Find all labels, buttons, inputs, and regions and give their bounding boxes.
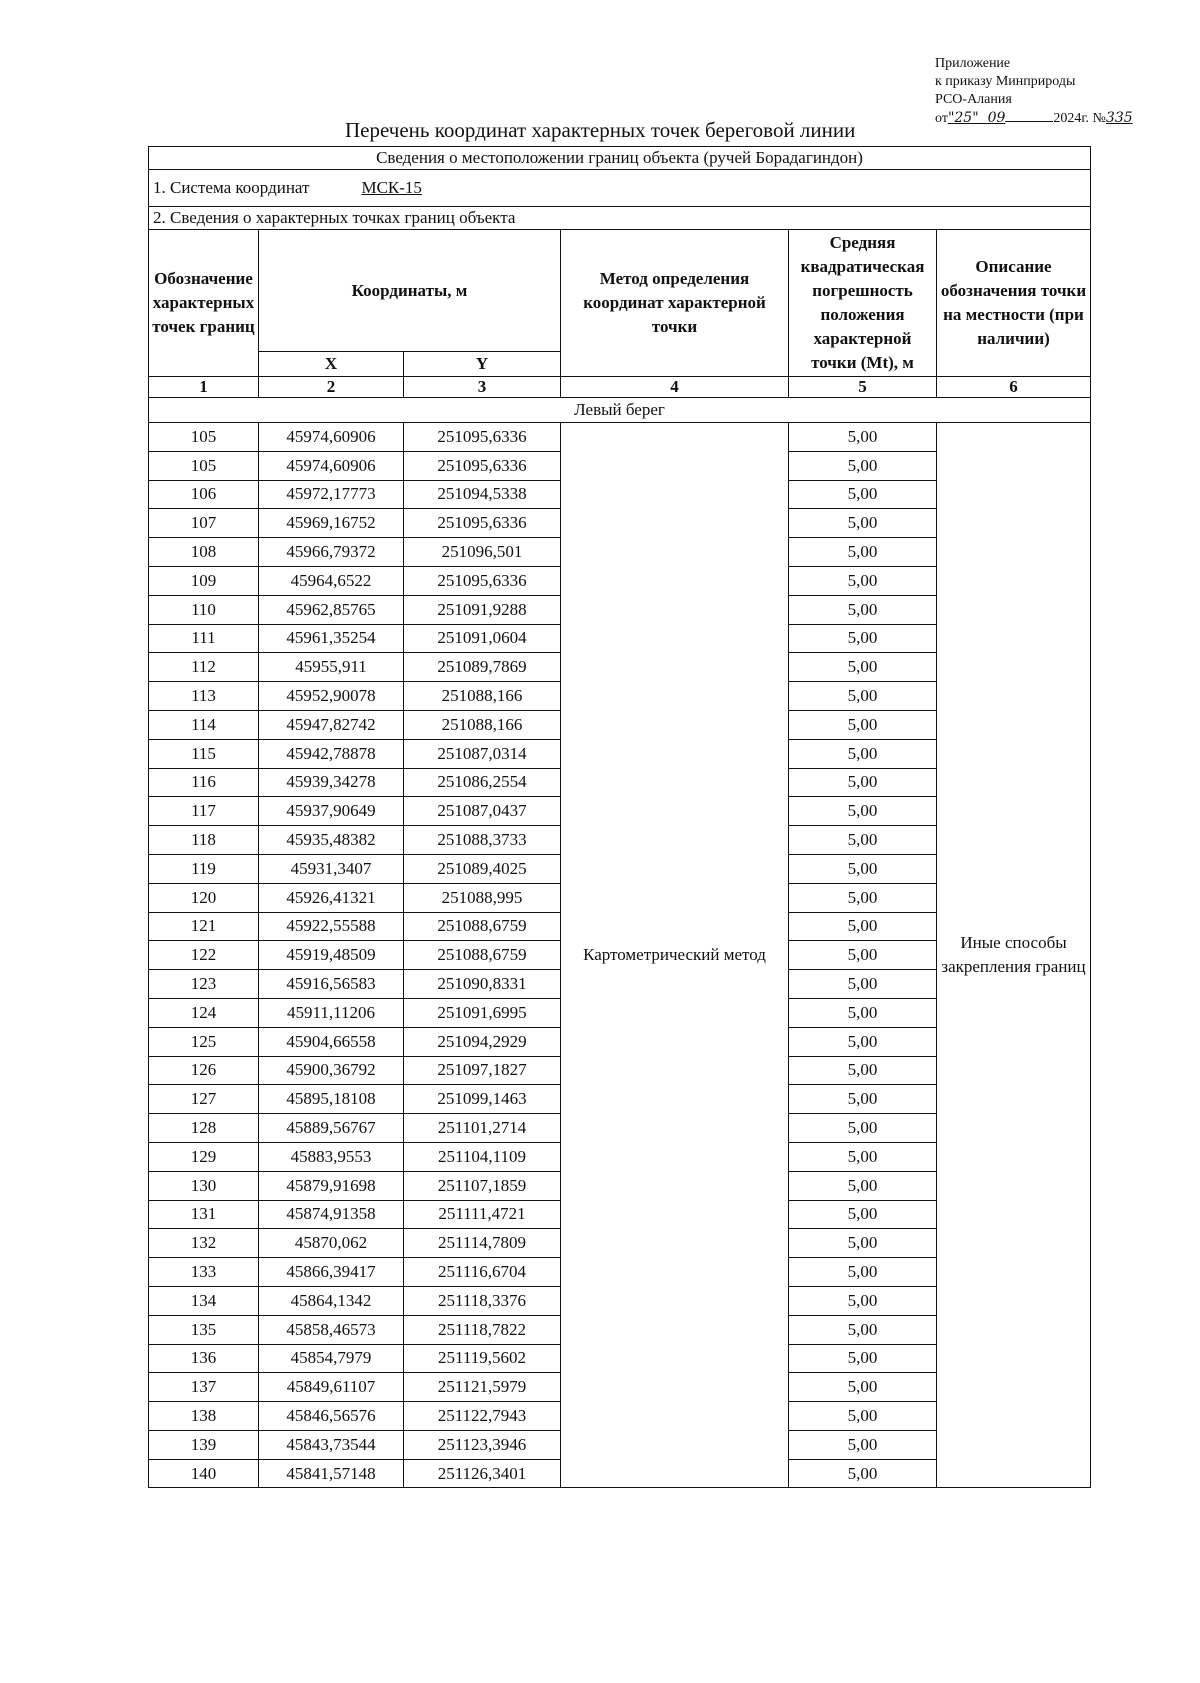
error-value: 5,00 bbox=[789, 739, 937, 768]
coord-y: 251126,3401 bbox=[404, 1459, 561, 1488]
coord-x: 45972,17773 bbox=[259, 480, 404, 509]
error-value: 5,00 bbox=[789, 1258, 937, 1287]
coord-x: 45846,56576 bbox=[259, 1402, 404, 1431]
coord-y: 251087,0314 bbox=[404, 739, 561, 768]
appendix-line-2: к приказу Минприроды bbox=[935, 74, 1076, 89]
coord-y: 251094,2929 bbox=[404, 1027, 561, 1056]
error-value: 5,00 bbox=[789, 509, 937, 538]
error-value: 5,00 bbox=[789, 854, 937, 883]
coord-y: 251119,5602 bbox=[404, 1344, 561, 1373]
coord-y: 251091,9288 bbox=[404, 595, 561, 624]
coord-x: 45947,82742 bbox=[259, 710, 404, 739]
coord-x: 45854,7979 bbox=[259, 1344, 404, 1373]
point-number: 105 bbox=[149, 423, 259, 452]
error-value: 5,00 bbox=[789, 1459, 937, 1488]
bank-label: Левый берег bbox=[149, 398, 1091, 423]
point-number: 137 bbox=[149, 1373, 259, 1402]
coord-y: 251088,166 bbox=[404, 710, 561, 739]
point-number: 107 bbox=[149, 509, 259, 538]
appendix-date-line bbox=[935, 109, 1133, 128]
error-value: 5,00 bbox=[789, 1085, 937, 1114]
coord-x: 45858,46573 bbox=[259, 1315, 404, 1344]
error-value: 5,00 bbox=[789, 710, 937, 739]
coord-x: 45964,6522 bbox=[259, 566, 404, 595]
coord-y: 251111,4721 bbox=[404, 1200, 561, 1229]
coord-x: 45911,11206 bbox=[259, 998, 404, 1027]
coord-y: 251088,995 bbox=[404, 883, 561, 912]
coord-x: 45937,90649 bbox=[259, 797, 404, 826]
error-value: 5,00 bbox=[789, 1114, 937, 1143]
coord-x: 45919,48509 bbox=[259, 941, 404, 970]
coord-x: 45895,18108 bbox=[259, 1085, 404, 1114]
error-value: 5,00 bbox=[789, 797, 937, 826]
coord-x: 45883,9553 bbox=[259, 1142, 404, 1171]
point-number: 121 bbox=[149, 912, 259, 941]
point-number: 129 bbox=[149, 1142, 259, 1171]
coord-y: 251095,6336 bbox=[404, 566, 561, 595]
error-value: 5,00 bbox=[789, 1430, 937, 1459]
point-number: 126 bbox=[149, 1056, 259, 1085]
coord-system-row bbox=[149, 170, 1091, 207]
coord-y: 251091,6995 bbox=[404, 998, 561, 1027]
coord-x: 45974,60906 bbox=[259, 423, 404, 452]
coord-x: 45969,16752 bbox=[259, 509, 404, 538]
coord-x: 45866,39417 bbox=[259, 1258, 404, 1287]
col-desc-header: Описание обозначения точки на местности (при наличии) bbox=[937, 230, 1091, 377]
point-number: 138 bbox=[149, 1402, 259, 1431]
coord-x: 45961,35254 bbox=[259, 624, 404, 653]
coord-y: 251114,7809 bbox=[404, 1229, 561, 1258]
coord-x: 45904,66558 bbox=[259, 1027, 404, 1056]
col-number-4: 4 bbox=[561, 377, 789, 398]
col-error-header: Средняя квадратическая погрешность положения характерной точки (Mt), м bbox=[789, 230, 937, 377]
coord-x: 45843,73544 bbox=[259, 1430, 404, 1459]
error-value: 5,00 bbox=[789, 1171, 937, 1200]
coord-y: 251118,3376 bbox=[404, 1286, 561, 1315]
coord-y: 251090,8331 bbox=[404, 970, 561, 999]
coord-x: 45935,48382 bbox=[259, 826, 404, 855]
coord-x: 45874,91358 bbox=[259, 1200, 404, 1229]
coord-y: 251101,2714 bbox=[404, 1114, 561, 1143]
error-value: 5,00 bbox=[789, 941, 937, 970]
coord-x: 45962,85765 bbox=[259, 595, 404, 624]
point-number: 130 bbox=[149, 1171, 259, 1200]
error-value: 5,00 bbox=[789, 423, 937, 452]
date-year: 2024г. № bbox=[1053, 111, 1106, 126]
error-value: 5,00 bbox=[789, 883, 937, 912]
date-month: 09 bbox=[987, 110, 1006, 126]
point-number: 105 bbox=[149, 451, 259, 480]
page-title: Перечень координат характерных точек береговой линии bbox=[345, 118, 856, 142]
error-value: 5,00 bbox=[789, 970, 937, 999]
coord-x: 45849,61107 bbox=[259, 1373, 404, 1402]
point-number: 124 bbox=[149, 998, 259, 1027]
description-cell: Иные способы закрепления границ bbox=[937, 423, 1091, 1488]
coord-y: 251123,3946 bbox=[404, 1430, 561, 1459]
coordinates-table bbox=[148, 146, 1091, 1488]
error-value: 5,00 bbox=[789, 1056, 937, 1085]
point-number: 128 bbox=[149, 1114, 259, 1143]
coord-x: 45974,60906 bbox=[259, 451, 404, 480]
error-value: 5,00 bbox=[789, 566, 937, 595]
error-value: 5,00 bbox=[789, 1142, 937, 1171]
error-value: 5,00 bbox=[789, 912, 937, 941]
point-number: 122 bbox=[149, 941, 259, 970]
error-value: 5,00 bbox=[789, 1229, 937, 1258]
error-value: 5,00 bbox=[789, 480, 937, 509]
point-number: 134 bbox=[149, 1286, 259, 1315]
point-number: 127 bbox=[149, 1085, 259, 1114]
coord-y: 251089,4025 bbox=[404, 854, 561, 883]
coord-y: 251087,0437 bbox=[404, 797, 561, 826]
point-number: 139 bbox=[149, 1430, 259, 1459]
col-number-1: 1 bbox=[149, 377, 259, 398]
col-coords-header: Координаты, м bbox=[259, 230, 561, 352]
error-value: 5,00 bbox=[789, 1027, 937, 1056]
error-value: 5,00 bbox=[789, 1286, 937, 1315]
point-number: 117 bbox=[149, 797, 259, 826]
coord-x: 45922,55588 bbox=[259, 912, 404, 941]
points-header: 2. Сведения о характерных точках границ объекта bbox=[149, 207, 1091, 230]
location-header: Сведения о местоположении границ объекта (ручей Борадагиндон) bbox=[149, 147, 1091, 170]
col-number-3: 3 bbox=[404, 377, 561, 398]
coord-y: 251118,7822 bbox=[404, 1315, 561, 1344]
coord-y: 251097,1827 bbox=[404, 1056, 561, 1085]
date-prefix: от bbox=[935, 111, 948, 126]
point-number: 114 bbox=[149, 710, 259, 739]
point-number: 111 bbox=[149, 624, 259, 653]
col-number-2: 2 bbox=[259, 377, 404, 398]
point-number: 120 bbox=[149, 883, 259, 912]
coord-x: 45955,911 bbox=[259, 653, 404, 682]
table-row bbox=[149, 423, 1091, 452]
coord-y: 251088,6759 bbox=[404, 912, 561, 941]
error-value: 5,00 bbox=[789, 1344, 937, 1373]
point-number: 108 bbox=[149, 538, 259, 567]
coord-y: 251089,7869 bbox=[404, 653, 561, 682]
coord-system-label: 1. Система координат bbox=[153, 178, 310, 197]
error-value: 5,00 bbox=[789, 538, 937, 567]
coord-y: 251094,5338 bbox=[404, 480, 561, 509]
point-number: 119 bbox=[149, 854, 259, 883]
error-value: 5,00 bbox=[789, 1373, 937, 1402]
coord-x: 45879,91698 bbox=[259, 1171, 404, 1200]
point-number: 125 bbox=[149, 1027, 259, 1056]
coord-x: 45939,34278 bbox=[259, 768, 404, 797]
col-designation-header: Обозначение характерных точек границ bbox=[149, 230, 259, 377]
coord-x: 45931,3407 bbox=[259, 854, 404, 883]
coord-y: 251122,7943 bbox=[404, 1402, 561, 1431]
coord-x: 45952,90078 bbox=[259, 682, 404, 711]
coord-y: 251116,6704 bbox=[404, 1258, 561, 1287]
error-value: 5,00 bbox=[789, 768, 937, 797]
coord-y: 251107,1859 bbox=[404, 1171, 561, 1200]
coord-y: 251095,6336 bbox=[404, 423, 561, 452]
coord-x: 45889,56767 bbox=[259, 1114, 404, 1143]
coord-x: 45864,1342 bbox=[259, 1286, 404, 1315]
method-cell: Картометрический метод bbox=[561, 423, 789, 1488]
error-value: 5,00 bbox=[789, 624, 937, 653]
point-number: 140 bbox=[149, 1459, 259, 1488]
appendix-line-3: РСО-Алания bbox=[935, 92, 1012, 107]
point-number: 133 bbox=[149, 1258, 259, 1287]
point-number: 123 bbox=[149, 970, 259, 999]
col-x-header: X bbox=[259, 352, 404, 377]
coord-x: 45900,36792 bbox=[259, 1056, 404, 1085]
coord-y: 251088,3733 bbox=[404, 826, 561, 855]
appendix-line-1: Приложение bbox=[935, 56, 1011, 71]
order-number: 335 bbox=[1105, 110, 1133, 126]
coord-x: 45916,56583 bbox=[259, 970, 404, 999]
coord-y: 251086,2554 bbox=[404, 768, 561, 797]
coord-y: 251091,0604 bbox=[404, 624, 561, 653]
coord-y: 251095,6336 bbox=[404, 451, 561, 480]
coord-x: 45926,41321 bbox=[259, 883, 404, 912]
coord-y: 251096,501 bbox=[404, 538, 561, 567]
col-number-6: 6 bbox=[937, 377, 1091, 398]
coord-y: 251099,1463 bbox=[404, 1085, 561, 1114]
point-number: 106 bbox=[149, 480, 259, 509]
error-value: 5,00 bbox=[789, 682, 937, 711]
coord-y: 251121,5979 bbox=[404, 1373, 561, 1402]
date-day: "25" bbox=[947, 110, 988, 126]
point-number: 109 bbox=[149, 566, 259, 595]
coord-y: 251095,6336 bbox=[404, 509, 561, 538]
error-value: 5,00 bbox=[789, 998, 937, 1027]
coord-x: 45870,062 bbox=[259, 1229, 404, 1258]
coord-y: 251088,166 bbox=[404, 682, 561, 711]
error-value: 5,00 bbox=[789, 1402, 937, 1431]
point-number: 112 bbox=[149, 653, 259, 682]
point-number: 113 bbox=[149, 682, 259, 711]
appendix-header bbox=[935, 55, 1133, 128]
point-number: 115 bbox=[149, 739, 259, 768]
coord-y: 251104,1109 bbox=[404, 1142, 561, 1171]
error-value: 5,00 bbox=[789, 1200, 937, 1229]
col-y-header: Y bbox=[404, 352, 561, 377]
coord-system-value: МСК-15 bbox=[361, 178, 422, 197]
error-value: 5,00 bbox=[789, 451, 937, 480]
point-number: 132 bbox=[149, 1229, 259, 1258]
coord-x: 45942,78878 bbox=[259, 739, 404, 768]
error-value: 5,00 bbox=[789, 595, 937, 624]
point-number: 136 bbox=[149, 1344, 259, 1373]
error-value: 5,00 bbox=[789, 653, 937, 682]
point-number: 135 bbox=[149, 1315, 259, 1344]
point-number: 131 bbox=[149, 1200, 259, 1229]
error-value: 5,00 bbox=[789, 1315, 937, 1344]
point-number: 118 bbox=[149, 826, 259, 855]
error-value: 5,00 bbox=[789, 826, 937, 855]
coord-x: 45841,57148 bbox=[259, 1459, 404, 1488]
coord-x: 45966,79372 bbox=[259, 538, 404, 567]
point-number: 116 bbox=[149, 768, 259, 797]
point-number: 110 bbox=[149, 595, 259, 624]
col-number-5: 5 bbox=[789, 377, 937, 398]
col-method-header: Метод определения координат характерной точки bbox=[561, 230, 789, 377]
coord-y: 251088,6759 bbox=[404, 941, 561, 970]
